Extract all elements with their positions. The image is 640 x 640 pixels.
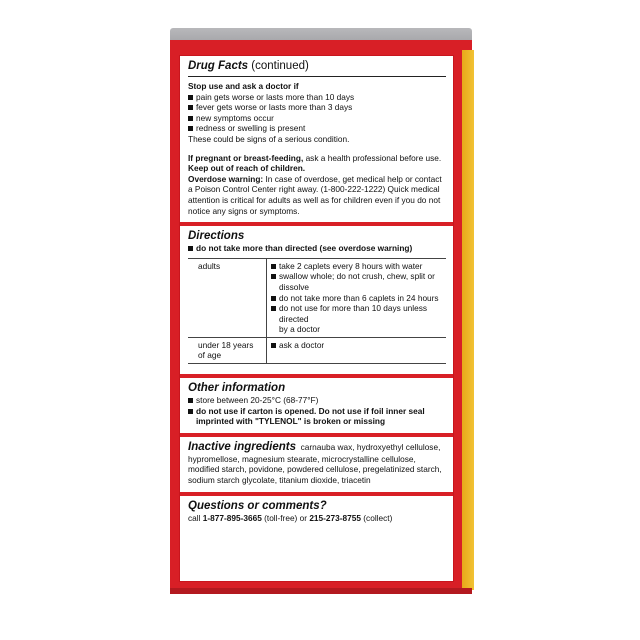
bullet-square-icon [188,398,193,403]
serious-condition-note: These could be signs of a serious condition. [188,133,350,144]
list-item: pain gets worse or lasts more than 10 days [188,92,446,103]
list-item: fever gets worse or lasts more than 3 days [188,102,446,113]
pregnant-warning: If pregnant or breast-feeding, ask a health professional before use. [188,152,442,163]
dosage-group: adults [188,259,267,337]
inactive-ingredients-list: carnauba wax, hydroxyethyl cellulose, hypromellose, magnesium stearate, microcrystalline cellulose, modified starch, povidone, powdered cellulose, pregelatinized starch, sodium starch glycolate, titanium dioxide, triacetin [188,441,442,486]
keep-out-warning: Keep out of reach of children. [188,163,306,174]
drug-facts-title: Drug Facts (continued) [188,60,309,72]
directions-section [180,226,453,378]
bullet-square-icon [271,274,276,279]
bullet-square-icon [188,116,193,121]
questions-section [180,496,453,527]
list-item: swallow whole; do not crush, chew, split or dissolve [271,271,446,292]
bullet-square-icon [271,296,276,301]
bullet-square-icon [188,95,193,100]
list-item: do not use if carton is opened. Do not use if foil inner seal imprinted with "TYLENOL" is broken or missing [188,406,446,427]
inactive-ingredients-title: Inactive ingredients [188,440,297,453]
list-item: new symptoms occur [188,113,446,124]
bullet-square-icon [188,246,193,251]
collect-number: 215-273-8755 [309,512,361,523]
drug-facts-panel [179,55,454,582]
title-divider [188,76,446,77]
inactive-ingredients [188,440,446,486]
bullet-square-icon [271,343,276,348]
list-item: do not use for more than 10 days unless directed [271,303,446,324]
inactive-ingredients-section [180,437,453,496]
list-item: ask a doctor [271,340,446,351]
directions-table [188,258,446,364]
bullet-square-icon [188,126,193,131]
stop-use-heading: Stop use and ask a doctor if [188,81,299,91]
title-suffix: (continued) [251,60,309,72]
bullet-square-icon [188,409,193,414]
list-item: do not take more than 6 caplets in 24 hours [271,293,446,304]
questions-title: Questions or comments? [188,499,327,512]
box-bottom-edge [170,588,472,594]
directions-title: Directions [188,230,245,243]
table-row [188,259,446,338]
overdose-warning: Overdose warning: In case of overdose, get medical help or contact a Poison Control Center right away. (1-800-222-1222) Quick medical attention is critical for adults as well as for children even if you do not notice any signs or symptoms. [188,173,442,216]
list-item: store between 20-25°C (68-77°F) [188,395,446,406]
contact-line: call 1-877-895-3665 (toll-free) or 215-273-8755 (collect) [188,512,393,523]
list-item-continued: by a doctor [279,324,321,335]
list-item: redness or swelling is present [188,123,446,134]
box-side-panel [462,50,474,590]
other-information-title: Other information [188,382,286,395]
list-item: take 2 caplets every 8 hours with water [271,261,446,272]
bullet-square-icon [271,306,276,311]
other-information-section [180,378,453,437]
table-row [188,338,446,364]
dosage-instructions [267,338,446,363]
tollfree-number: 1-877-895-3665 [202,512,262,523]
dosage-instructions [267,259,446,337]
bullet-square-icon [271,264,276,269]
dosage-group: under 18 years of age [188,338,267,363]
directions-warning: do not take more than directed (see overdose warning) [188,243,446,254]
warnings-section [180,56,453,226]
bullet-square-icon [188,105,193,110]
